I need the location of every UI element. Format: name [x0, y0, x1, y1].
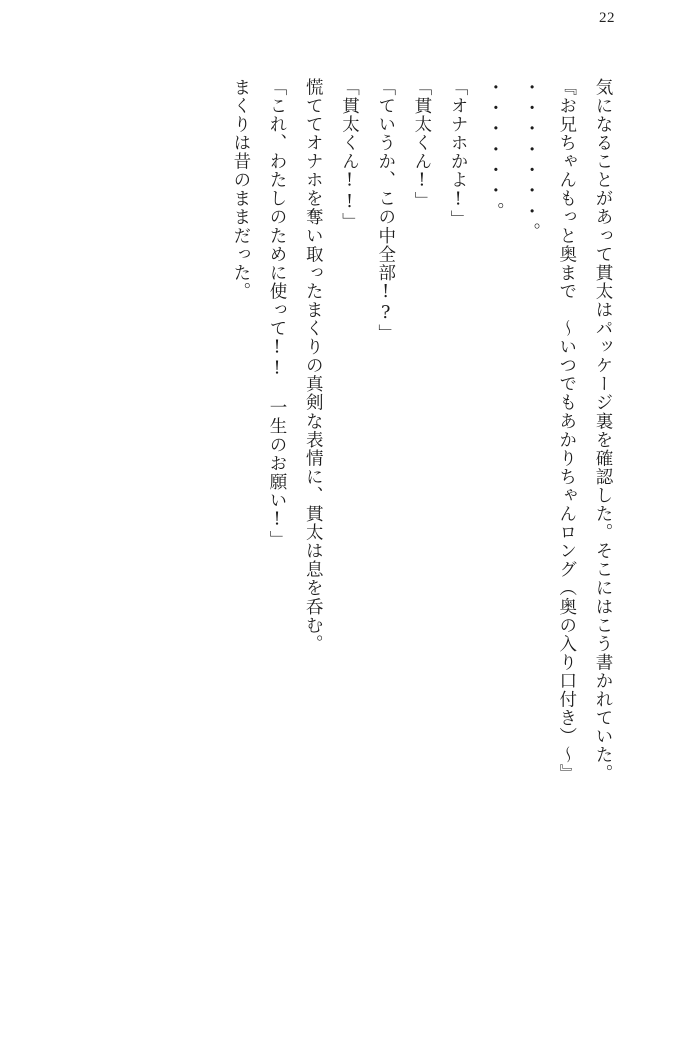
text-line: 「貫太くん!」	[411, 78, 432, 211]
page-number: 22	[599, 10, 615, 26]
text-line: 『お兄ちゃんもっと奥まで 〜いつでもあかりちゃんロング（奥の入り口付き）〜』	[556, 78, 577, 783]
text-line: ・・・・・・・。	[520, 78, 541, 244]
text-line: 「貫太くん!!」	[339, 78, 360, 232]
text-line: ・・・・・・。	[484, 78, 505, 223]
text-line: まくりは昔のままだった。	[230, 78, 251, 301]
text-line: 気になることがあって貫太はパッケージ裏を確認した。そこにはこう書かれていた。	[593, 78, 613, 783]
text-line: 「ていうか、この中全部!?」	[375, 78, 396, 343]
page-body-text	[81, 78, 621, 978]
text-line: 慌ててオナホを奪い取ったまくりの真剣な表情に、貫太は息を呑む。	[303, 78, 324, 654]
text-line: 「オナホかよ!」	[448, 78, 469, 229]
text-line: 「これ、わたしのために使って!! 一生のお願い!」	[267, 78, 288, 550]
